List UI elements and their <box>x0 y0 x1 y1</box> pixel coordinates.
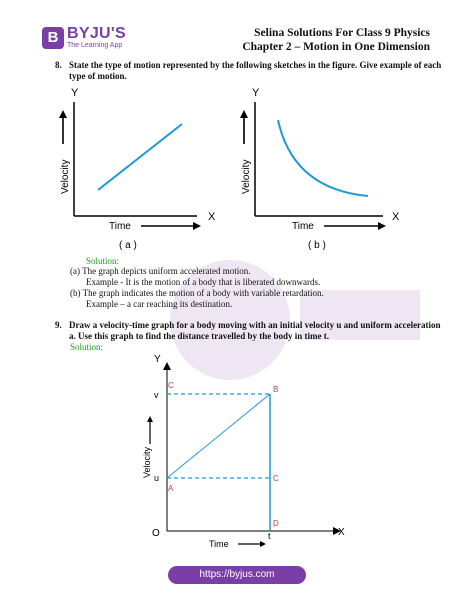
question-8 <box>55 60 455 81</box>
question-8-text: State the type of motion represented by the following sketches in the figure. Give example of each type of motion. <box>69 60 442 81</box>
fig-b-velocity-curve <box>278 120 368 196</box>
q9-x-label-arrow-head <box>260 541 266 547</box>
fig-a-x-axis: X <box>208 211 216 223</box>
fig-b-x-label: Time <box>292 221 314 232</box>
fig-a-x-label: Time <box>109 221 131 232</box>
fig-a-y-arrow-head <box>59 110 67 118</box>
figure-a <box>55 84 225 252</box>
q9-point-b: B <box>273 385 279 394</box>
q9-point-a: A <box>168 484 174 493</box>
fig-b-x-axis: X <box>392 211 400 223</box>
q9-tick-t: t <box>268 531 271 541</box>
q9-point-c-top: C <box>168 381 174 390</box>
fig-b-caption: ( b ) <box>308 240 326 251</box>
fig-a-x-arrow-head <box>193 222 201 230</box>
q9-velocity-time-graph <box>130 350 360 555</box>
question-9-number: 9. <box>55 320 62 330</box>
q9-origin: O <box>152 528 160 539</box>
q9-x-label: Time <box>209 539 229 549</box>
fig-a-y-label: Velocity <box>60 159 71 194</box>
question-9 <box>55 320 455 341</box>
q8-answer-b: (b) The graph indicates the motion of a body with variable retardation. <box>70 288 324 298</box>
fig-a-velocity-line <box>98 124 182 190</box>
q9-point-d: D <box>273 519 279 528</box>
figure-b <box>238 84 413 252</box>
fig-a-y-axis: Y <box>71 87 79 99</box>
q8-solution-label: Solution: <box>86 256 120 266</box>
q9-tick-u: u <box>154 473 160 483</box>
q9-line-ab <box>167 394 270 478</box>
fig-b-y-axis: Y <box>252 87 260 99</box>
q9-y-label: Velocity <box>142 446 152 478</box>
question-9-text: Draw a velocity-time graph for a body moving with an initial velocity u and uniform acceleration a. Use this graph to find the distance travelled by the body in time t. <box>69 320 441 341</box>
q9-tick-v: v <box>154 390 159 400</box>
q9-point-c-mid: C <box>273 474 279 483</box>
q8-answer-a: (a) The graph depicts uniform accelerated motion. <box>70 266 251 276</box>
fig-a-caption: ( a ) <box>119 240 137 251</box>
fig-b-y-arrow-head <box>240 110 248 118</box>
q9-y-axis-arrow <box>163 362 171 370</box>
q9-x-axis: X <box>338 527 345 538</box>
q8-answer-b-example: Example – a car reaching its destination. <box>86 299 233 309</box>
footer-url-link[interactable]: https://byjus.com <box>168 566 306 584</box>
logo-name: BYJU'S <box>67 25 126 42</box>
question-8-number: 8. <box>55 60 62 70</box>
byjus-logo-icon: B <box>42 27 64 49</box>
q9-solution-label: Solution: <box>70 342 104 352</box>
header-title-line2: Chapter 2 – Motion in One Dimension <box>242 41 430 53</box>
fig-b-y-label: Velocity <box>241 159 252 194</box>
fig-b-x-arrow-head <box>378 222 386 230</box>
logo-tagline: The Learning App <box>67 42 123 49</box>
q8-answer-a-example: Example - It is the motion of a body that is liberated downwards. <box>86 277 321 287</box>
q9-y-axis: Y <box>154 354 161 365</box>
q9-y-label-arrow-head <box>147 416 153 422</box>
header-title-line1: Selina Solutions For Class 9 Physics <box>254 27 430 39</box>
